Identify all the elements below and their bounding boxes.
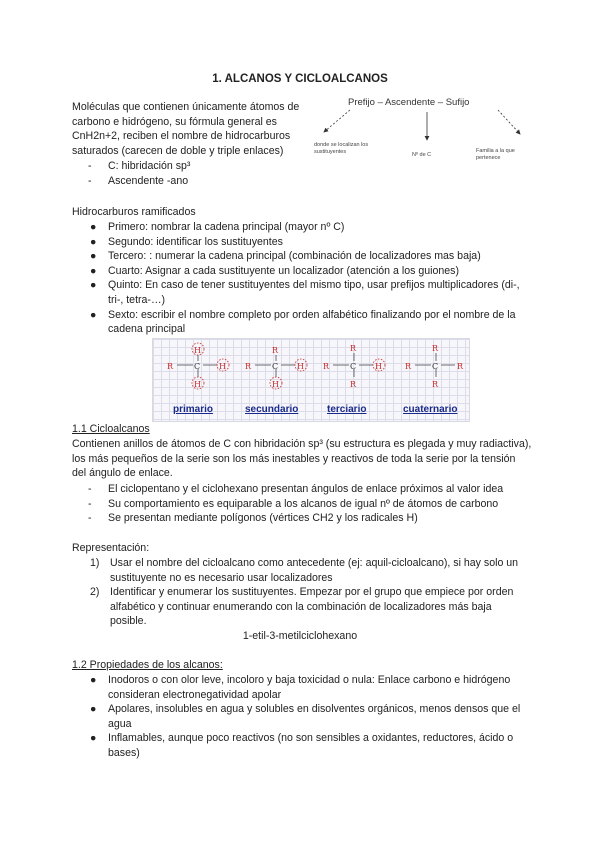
cicloalcanos-heading: 1.1 Cicloalcanos xyxy=(72,423,150,435)
list-item: - Se presentan mediante polígonos (vértices CH2 y los radicales H) xyxy=(88,511,528,526)
list-item xyxy=(88,702,528,731)
atom-c: C xyxy=(194,362,201,371)
list-item: - C: hibridación sp³ xyxy=(88,159,190,174)
bullet-icon: ● xyxy=(90,308,97,321)
atom-r: R xyxy=(323,362,330,371)
list-item xyxy=(88,731,528,760)
bullet-icon: ● xyxy=(90,264,97,277)
list-number: 2) xyxy=(90,586,100,599)
caption-cuaternario: cuaternario xyxy=(403,404,458,415)
list-item-text: Apolares, insolubles en agua y solubles en disolventes orgánicos, menos densos que el agua xyxy=(108,703,521,730)
list-item-text: Sexto: escribir el nombre completo por orden alfabético finalizando por el nombre de la cadena principal xyxy=(108,308,516,336)
list-item-text: Inflamables, aunque poco reactivos (no son sensibles a oxidantes, reductores, ácido o bases) xyxy=(108,732,514,759)
atom-r: R xyxy=(432,380,439,389)
list-item xyxy=(88,235,528,250)
bullet-icon: ● xyxy=(90,703,97,716)
atom-c: C xyxy=(432,362,439,371)
atom-r: R xyxy=(350,344,357,353)
propiedades-list xyxy=(88,673,528,761)
bullet-icon: ● xyxy=(90,250,97,263)
scheme-label-suffix: Familia a la que pertenece xyxy=(476,148,515,161)
list-number: 1) xyxy=(90,557,100,569)
scheme-label-ascendente: Nº de C xyxy=(412,152,432,158)
intro-paragraph: Moléculas que contienen únicamente átomos de carbono e hidrógeno, su fórmula general es CnH2n+2, reciben el nombre de hidrocarburos saturados (carecen de doble y triple enlaces) xyxy=(72,101,300,157)
list-item-text: Quinto: En caso de tener sustituyentes del mismo tipo, usar prefijos multiplicadores (di-, tri-, tetra-…) xyxy=(108,279,520,306)
list-item-text: Primero: nombrar la cadena principal (mayor nº C) xyxy=(108,221,345,233)
scheme-heading: Prefijo – Ascendente – Sufijo xyxy=(348,97,470,108)
atom-h: H xyxy=(375,362,382,371)
caption-terciario: terciario xyxy=(327,404,367,415)
atom-h: H xyxy=(272,380,279,389)
list-item: - Ascendente -ano xyxy=(88,174,190,189)
list-item-text: Tercero: : numerar la cadena principal (combinación de localizadores mas baja) xyxy=(108,250,481,263)
list-item xyxy=(88,308,528,337)
list-item xyxy=(88,264,528,279)
carbon-types-figure xyxy=(152,338,470,422)
list-item xyxy=(88,556,528,585)
ramificados-list xyxy=(88,220,528,337)
list-item xyxy=(88,585,528,629)
bullet-icon: ● xyxy=(90,674,97,686)
atom-c: C xyxy=(350,362,357,371)
cicloalcanos-paragraph: Contienen anillos de átomos de C con hibridación sp³ (su estructura es plegada y muy radiactiva), los más pequeños de la serie son los más inestables y reactivos de toda la serie por la tensión del ángulo de enlace. xyxy=(72,438,532,480)
atom-r: R xyxy=(167,362,174,371)
atom-h: H xyxy=(297,362,304,371)
bullet-icon: ● xyxy=(90,732,97,745)
list-item-text: Cuarto: Asignar a cada sustituyente un localizador (atención a los guiones) xyxy=(108,264,459,277)
atom-h: H xyxy=(194,346,201,355)
cicloalcanos-list xyxy=(88,482,528,526)
atom-r: R xyxy=(350,380,357,389)
example-name: 1-etil-3-metilciclohexano xyxy=(242,630,358,642)
list-item xyxy=(88,278,528,307)
atom-r: R xyxy=(457,362,464,371)
list-item xyxy=(88,249,528,264)
list-item: - Su comportamiento es equiparable a los alcanos de igual nº de átomos de carbono xyxy=(88,497,528,512)
list-item-text: Identificar y enumerar los sustituyentes. Empezar por el grupo que empiece por orden alfabético y continuar enumerando con la combinación de localizadores más baja posible. xyxy=(110,586,514,628)
scheme-label-prefix: donde se localizan los sustituyentes xyxy=(314,142,369,155)
list-item-text: Segundo: identificar los sustituyentes xyxy=(108,235,283,248)
atom-r: R xyxy=(272,346,279,355)
list-item xyxy=(88,220,528,235)
page-title: 1. ALCANOS Y CICLOALCANOS xyxy=(212,73,388,85)
intro-list xyxy=(88,159,190,188)
ramificados-heading: Hidrocarburos ramificados xyxy=(72,206,196,218)
atom-r: R xyxy=(405,362,412,371)
atom-h: H xyxy=(219,362,226,371)
list-item-text: Usar el nombre del cicloalcano como antecedente (ej: aquil-cicloalcano), si hay solo un sustituyente no es necesario usar localizadores xyxy=(110,557,519,584)
bullet-icon: ● xyxy=(90,235,97,248)
list-item xyxy=(88,673,528,702)
bullet-icon: ● xyxy=(90,279,97,292)
caption-primario: primario xyxy=(173,404,214,415)
nomenclature-scheme xyxy=(314,96,530,166)
atom-h: H xyxy=(194,380,201,389)
bullet-icon: ● xyxy=(90,221,97,233)
representacion-heading: Representación: xyxy=(72,542,150,554)
list-item: - El ciclopentano y el ciclohexano presentan ángulos de enlace próximos al valor idea xyxy=(88,482,528,497)
atom-r: R xyxy=(245,362,252,371)
caption-secundario: secundario xyxy=(245,404,299,415)
propiedades-heading: 1.2 Propiedades de los alcanos: xyxy=(72,659,223,671)
list-item-text: Inodoros o con olor leve, incoloro y baja toxicidad o nula: Enlace carbono e hidrógeno consideran electronegatividad apolar xyxy=(108,674,511,701)
atom-c: C xyxy=(272,362,279,371)
representacion-list xyxy=(88,556,528,629)
atom-r: R xyxy=(432,344,439,353)
